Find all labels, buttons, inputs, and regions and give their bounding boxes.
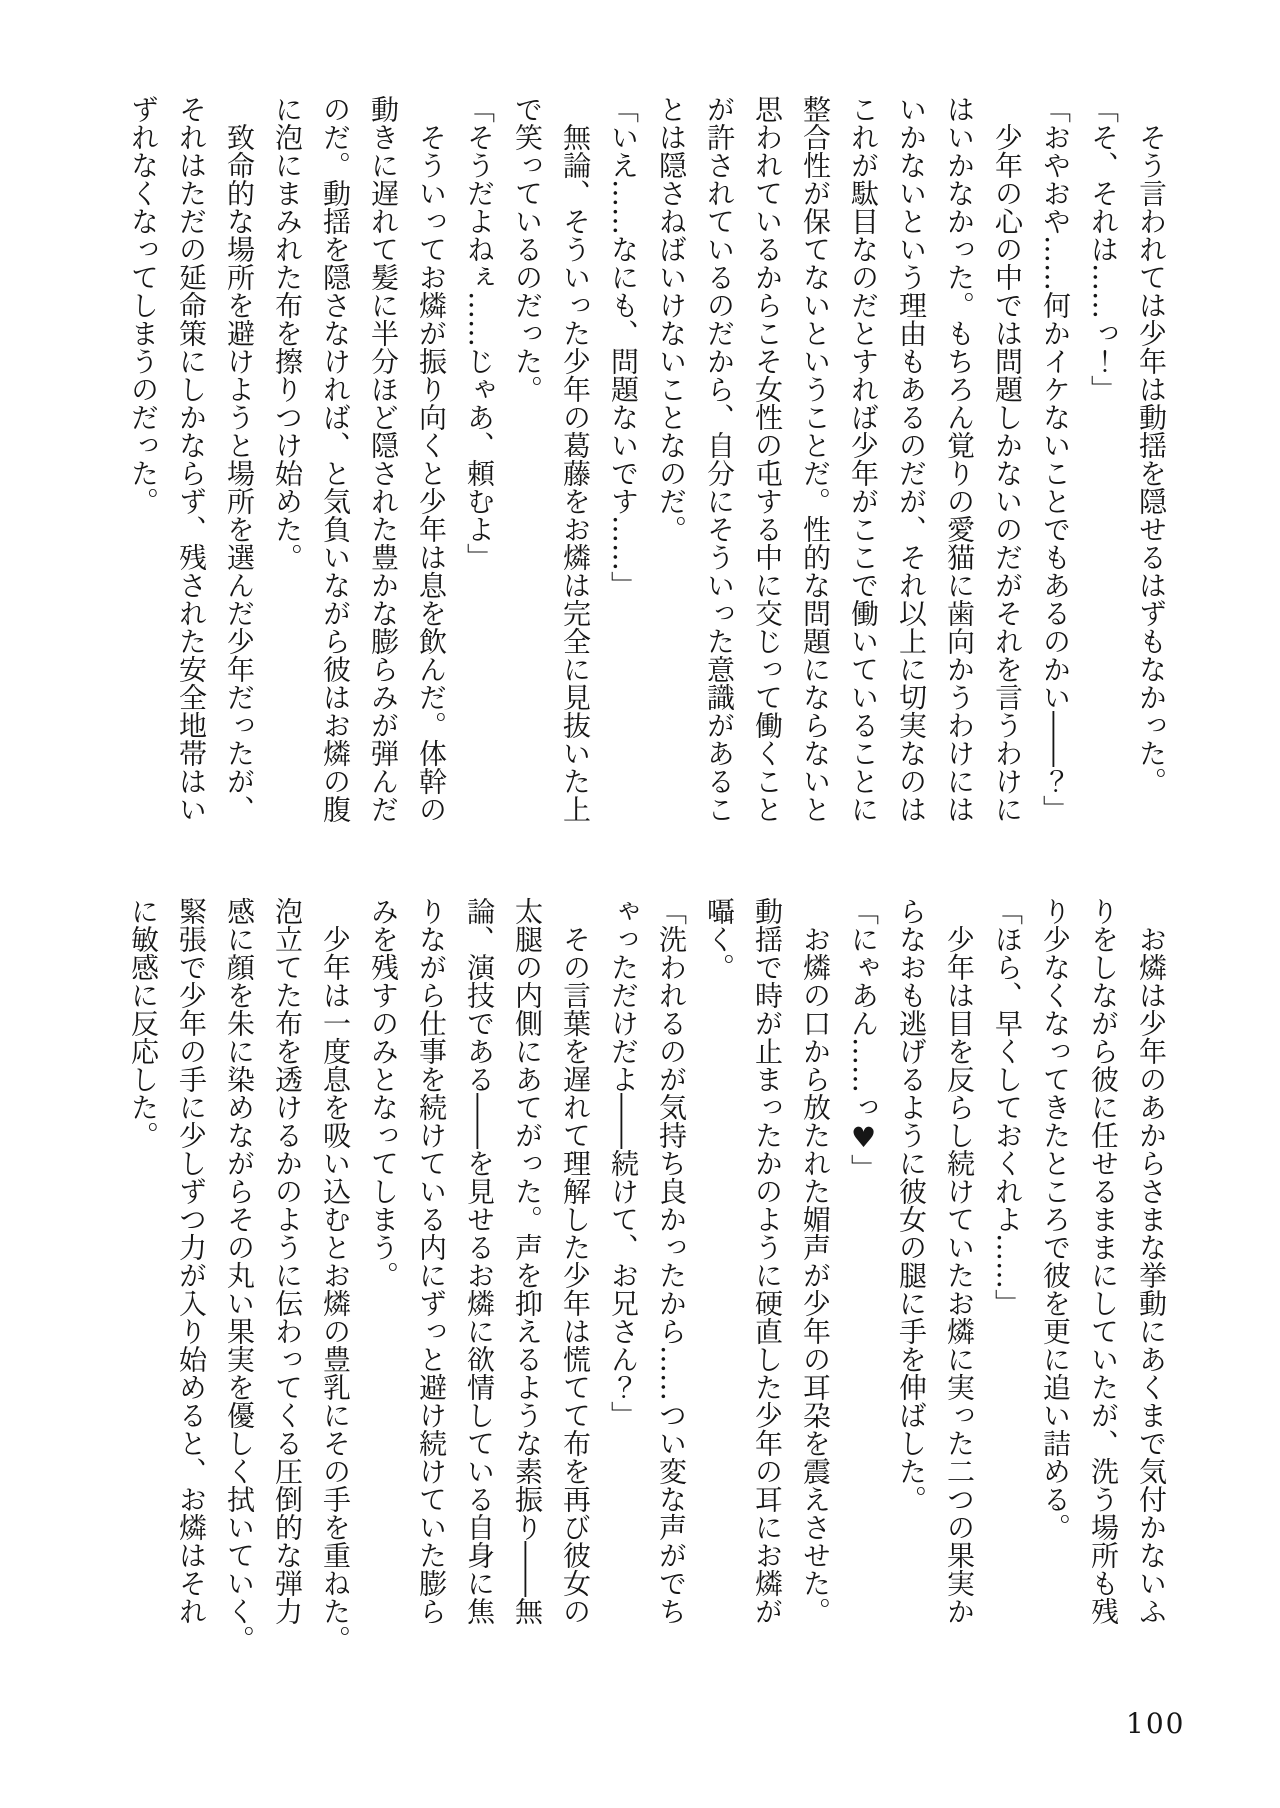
text-column: 少年は目を反らし続けていたお燐に実った二つの果実か [943,897,976,1625]
text-column: 致命的な場所を避けようと場所を選んだ少年だったが、 [223,95,256,823]
text-column: 「おやおや……何かイケないことでもあるのかい――？」 [1039,95,1072,823]
text-column: 緊張で少年の手に少しずつ力が入り始めると、お燐はそれ [175,897,208,1625]
text-column: に敏感に反応した。 [127,897,160,1149]
text-column: 「いえ……なにも、問題ないです……」 [607,95,640,599]
text-column: 「そ、それは……っ！」 [1087,95,1120,403]
text-column: で笑っているのだった。 [511,95,544,403]
text-column: 「そうだよねぇ……じゃあ、頼むよ」 [463,95,496,571]
text-column: りながら仕事を続けている内にずっと避け続けていた膨ら [415,897,448,1625]
text-column: 思われているからこそ女性の屯する中に交じって働くこと [751,95,784,823]
text-column: らなおも逃げるように彼女の腿に手を伸ばした。 [895,897,928,1513]
text-column: これが駄目なのだとすれば少年がここで働いていることに [847,95,880,823]
text-column: 囁く。 [703,897,736,981]
text-column: いかないという理由もあるのだが、それ以上に切実なのは [895,95,928,823]
text-column: お燐の口から放たれた媚声が少年の耳朶を震えさせた。 [799,897,832,1625]
text-column: りをしながら彼に任せるままにしていたが、洗う場所も残 [1087,897,1120,1625]
text-column: ずれなくなってしまうのだった。 [127,95,160,515]
page-number: 100 [1126,1707,1186,1740]
text-column: 論、演技である――を見せるお燐に欲情している自身に焦 [463,897,496,1625]
text-column: 動きに遅れて髪に半分ほど隠された豊かな膨らみが弾んだ [367,95,400,823]
text-column: 無論、そういった少年の葛藤をお燐は完全に見抜いた上 [559,95,592,823]
text-column: そう言われては少年は動揺を隠せるはずもなかった。 [1135,95,1168,795]
text-column: 少年の心の中では問題しかないのだがそれを言うわけに [991,95,1024,823]
text-column: 太腿の内側にあてがった。声を抑えるような素振り――無 [511,897,544,1625]
text-column: とは隠さねばいけないことなのだ。 [655,95,688,543]
text-column: その言葉を遅れて理解した少年は慌てて布を再び彼女の [559,897,592,1625]
text-column: みを残すのみとなってしまう。 [367,897,400,1289]
text-column: のだ。動揺を隠さなければ、と気負いながら彼はお燐の腹 [319,95,352,823]
text-column: そういってお燐が振り向くと少年は息を飲んだ。体幹の [415,95,448,823]
text-column: 整合性が保てないということだ。性的な問題にならないと [799,95,832,823]
text-column: が許されているのだから、自分にそういった意識があるこ [703,95,736,823]
text-block-bottom [119,897,1175,1687]
text-column: 少年は一度息を吸い込むとお燐の豊乳にその手を重ねた。 [319,897,352,1653]
text-column: に泡にまみれた布を擦りつけ始めた。 [271,95,304,571]
text-block-top [119,95,1175,857]
text-column: 「にゃあん……っ♥」 [847,897,880,1182]
text-column: 「ほら、早くしておくれよ……」 [991,897,1024,1317]
text-column: 動揺で時が止まったかのように硬直した少年の耳にお燐が [751,897,784,1625]
text-column: り少なくなってきたところで彼を更に追い詰める。 [1039,897,1072,1541]
text-column: お燐は少年のあからさまな挙動にあくまで気付かないふ [1135,897,1168,1625]
text-column: 感に顔を朱に染めながらその丸い果実を優しく拭いていく。 [223,897,256,1653]
text-column: 泡立てた布を透けるかのように伝わってくる圧倒的な弾力 [271,897,304,1625]
text-column: ゃっただけだよ――続けて、お兄さん？」 [607,897,640,1429]
text-column: 「洗われるのが気持ち良かったから……つい変な声がでち [655,897,688,1625]
text-column: はいかなかった。もちろん覚りの愛猫に歯向かうわけには [943,95,976,823]
text-column: それはただの延命策にしかならず、残された安全地帯はい [175,95,208,823]
